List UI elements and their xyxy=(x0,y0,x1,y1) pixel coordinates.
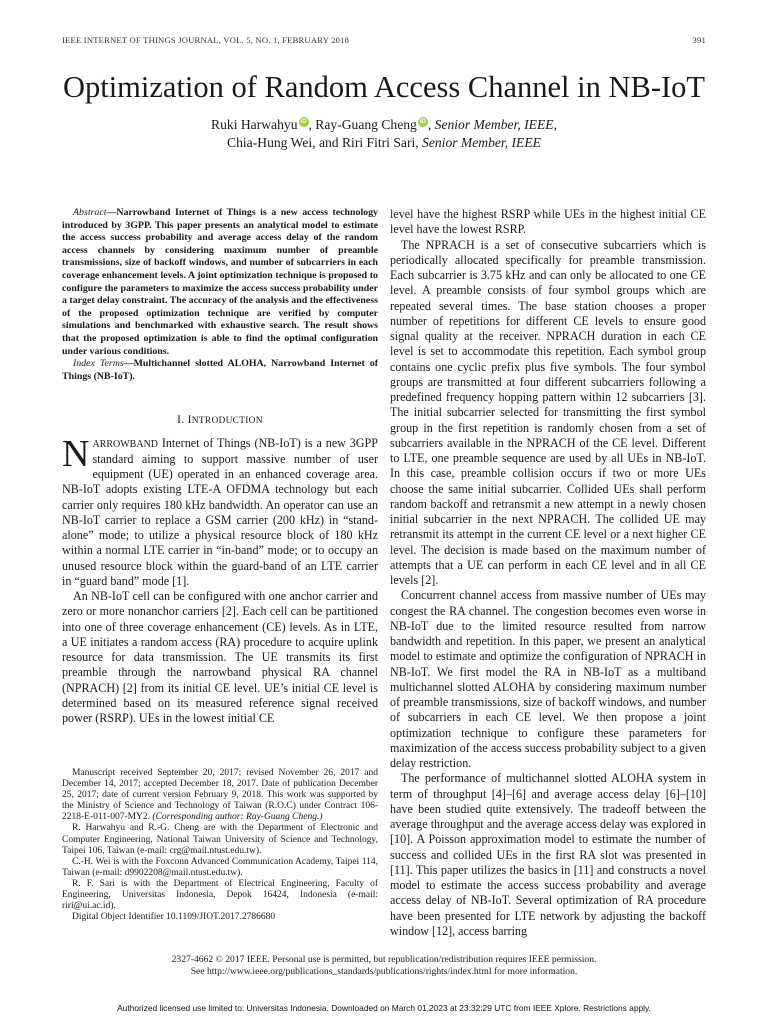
left-column xyxy=(62,207,378,726)
footnote-affiliation: R. F. Sari is with the Department of Electrical Engineering, Faculty of Engineering, Universitas Indonesia, Depok 16424, Indonesia (e-mail: riri@ui.ac.id). xyxy=(62,878,378,912)
author-membership: , Senior Member, IEEE, xyxy=(427,117,557,132)
footnote-doi: Digital Object Identifier 10.1109/JIOT.2017.2786680 xyxy=(72,912,276,923)
orcid-icon[interactable]: iD xyxy=(300,119,307,125)
orcid-icon[interactable]: iD xyxy=(419,119,426,125)
author-name: Ray-Guang Cheng xyxy=(315,117,417,132)
page-number: 391 xyxy=(692,35,706,45)
author-list xyxy=(0,116,768,152)
author-names: Chia-Hung Wei, and Riri Fitri Sari, xyxy=(227,135,419,150)
copyright-line: 2327-4662 © 2017 IEEE. Personal use is permitted, but republication/redistribution requires IEEE permission. xyxy=(171,954,597,965)
license-notice: Authorized licensed use limited to: Universitas Indonesia. Downloaded on March 01,2023 at 23:32:29 UTC from IEEE Xplore. Restrictions apply. xyxy=(117,1003,651,1013)
footnote xyxy=(62,768,378,923)
abstract xyxy=(62,207,378,358)
copyright-notice xyxy=(0,954,768,978)
body-paragraph: level have the highest RSRP while UEs in the highest initial CE level have the lowest RSRP. xyxy=(390,207,706,237)
drop-cap: N xyxy=(62,432,90,475)
right-column xyxy=(390,207,706,939)
index-terms-text: —Multichannel slotted ALOHA, Narrowband Internet of Things (NB-IoT). xyxy=(62,358,379,382)
footnote-affiliation: R. Harwahyu and R.-G. Cheng are with the Department of Electronic and Computer Engineering, National Taiwan University of Science and Technology, Taipei 106, Taiwan (e-mail: crg@mail.ntust.edu.tw). xyxy=(62,823,378,856)
rights-link[interactable]: See http://www.ieee.org/publications_standards/publications/rights/index.html for more information. xyxy=(190,966,578,977)
author-name: Ruki Harwahyu xyxy=(211,117,298,132)
intro-paragraph-1: NARROWBAND Internet of Things (NB-IoT) is a new 3GPP standard aiming to support massive number of user equipment (UE) operated in an enhanced coverage area. NB-IoT adopts existing LTE-A OFDMA technology but each carrier only requires 180 kHz bandwidth. An operator can use an NB-IoT carrier to replace a GSM carrier (200 kHz) in “stand-alone” mode; to utilize a physical resource block of 180 kHz within a normal LTE carrier in “in-band” mode; or to occupy an unused resource block within the guard-band of an LTE carrier in “guard band” mode [1]. xyxy=(62,432,378,588)
abstract-label: Abstract xyxy=(73,207,107,218)
index-terms-label: Index Terms xyxy=(73,358,124,370)
section-heading-introduction: I. INTRODUCTION xyxy=(177,414,263,427)
running-header: IEEE INTERNET OF THINGS JOURNAL, VOL. 5, NO. 1, FEBRUARY 2018 xyxy=(62,35,350,45)
author-line-1: Ruki Harwahyu iD , Ray-Guang Cheng iD , Senior Member, IEEE, xyxy=(211,117,557,132)
body-paragraph: The NPRACH is a set of consecutive subcarriers which is periodically allocated specifically for preamble transmission. Each subcarrier is 3.75 kHz and can only be allocated to one CE level. A preamble consists of four symbol groups which are repeated several times. The base station chooses a proper number of repetitions for different CE levels to ensure good signal quality at the receiver. NPRACH duration in each CE level is set to accommodate this repetition. Each symbol group contains one cyclic prefix plus five symbols. The four symbol groups are transmitted at four different subcarriers following a predefined frequency hopping pattern within 12 subcarriers [3]. The initial subcarrier selected for transmitting the first symbol group in the first repetition is randomly chosen from a set of subcarriers available in the NPRACH of the CE level. Different to LTE, one preamble sequence are used by all UEs in NB-IoT. In this case, preamble collision occurs if two or more UEs choose the same initial subcarrier. Collided UEs shall perform random backoff and retransmit a new attempt in a newly chosen initial subcarrier in the next NPRACH. The collided UE may retransmit its attempt in the current CE level or a next higher CE level. The decision is made based on the maximum number of attempts that a UE can perform in each CE level and in all CE levels [2]. xyxy=(390,237,706,587)
intro-paragraph-2: An NB-IoT cell can be configured with one anchor carrier and zero or more nonanchor carriers [2]. Each cell can be partitioned into one of three coverage enhancement (CE) levels. As in LTE, a UE initiates a random access (RA) procedure to acquire uplink resource for data transmission. The UE transmits its first preamble through the narrowband physical RA channel (NPRACH) [2] from its initial CE level. UE’s initial CE level is determined based on its measured reference signal received power (RSRP). UEs in the lowest initial CE xyxy=(62,589,378,726)
body-paragraph: Concurrent channel access from massive number of UEs may congest the RA channel. The congestion becomes even worse in NB-IoT due to the limited resource resulted from narrow bandwidth and repetition. In this paper, we present an analytical model to estimate and optimize the configuration of NPRACH in NB-IoT. We first model the RA in NB-IoT as a multiband multichannel slotted ALOHA by considering maximum number of preamble transmissions, size of backoff windows, and number of subcarriers in each CE level. We then propose a joint optimization technique to configure these parameters for maximization of the access success probability subject to a given delay restriction. xyxy=(390,588,706,770)
footnote-manuscript: Manuscript received September 20, 2017; revised November 26, 2017 and December 14, 2017; accepted December 18, 2017. Date of publication December 25, 2017; date of current version February 9, 2018. This work was supported by the Ministry of Science and Technology of Taiwan (R.O.C) under Contract 106-2218-E-011-007-MY2. (Corresponding author: Ray-Guang Cheng.) xyxy=(62,768,378,823)
footnote-affiliation: C.-H. Wei is with the Foxconn Advanced Communication Academy, Taipei 114, Taiwan (e-mail: d9902208@mail.ntust.edu.tw). xyxy=(62,856,378,878)
index-terms xyxy=(62,358,378,383)
paper-title: Optimization of Random Access Channel in NB-IoT xyxy=(62,70,706,104)
author-membership: Senior Member, IEEE xyxy=(418,135,541,150)
abstract-text: —Narrowband Internet of Things is a new access technology introduced by 3GPP. This paper presents an analytical model to estimate the access success probability and average access delay of the random access channels by considering maximum number of preamble transmissions, size of backoff windows, and number of subcarriers in each coverage enhancement levels. A joint optimization technique is proposed to configure the parameters to maximize the access success probability under a target delay constraint. The accuracy of the analysis and the effectiveness of the proposed optimization technique are verified by computer simulations and benchmarked with exhaustive search. The result shows that the proposed optimization is able to find the optimal configuration under various conditions. xyxy=(62,207,378,357)
body-paragraph: The performance of multichannel slotted ALOHA system in term of throughput [4]–[6] and average access delay [6]–[10] have been studied quite extensively. The tradeoff between the average throughput and the average access delay was explored in [10]. A Poisson approximation model to estimate the number of success and collided UEs in the first RA slot was presented in [11]. This paper utilizes the basics in [11] and constructs a novel model to estimate the access success probability and average access delay of NB-IoT. Several optimization of RA procedure have been presented for LTE network by adjusting the backoff window [12], access barring xyxy=(390,771,706,938)
lead-word: ARROWBAND xyxy=(92,438,159,450)
author-line-2 xyxy=(0,134,768,152)
